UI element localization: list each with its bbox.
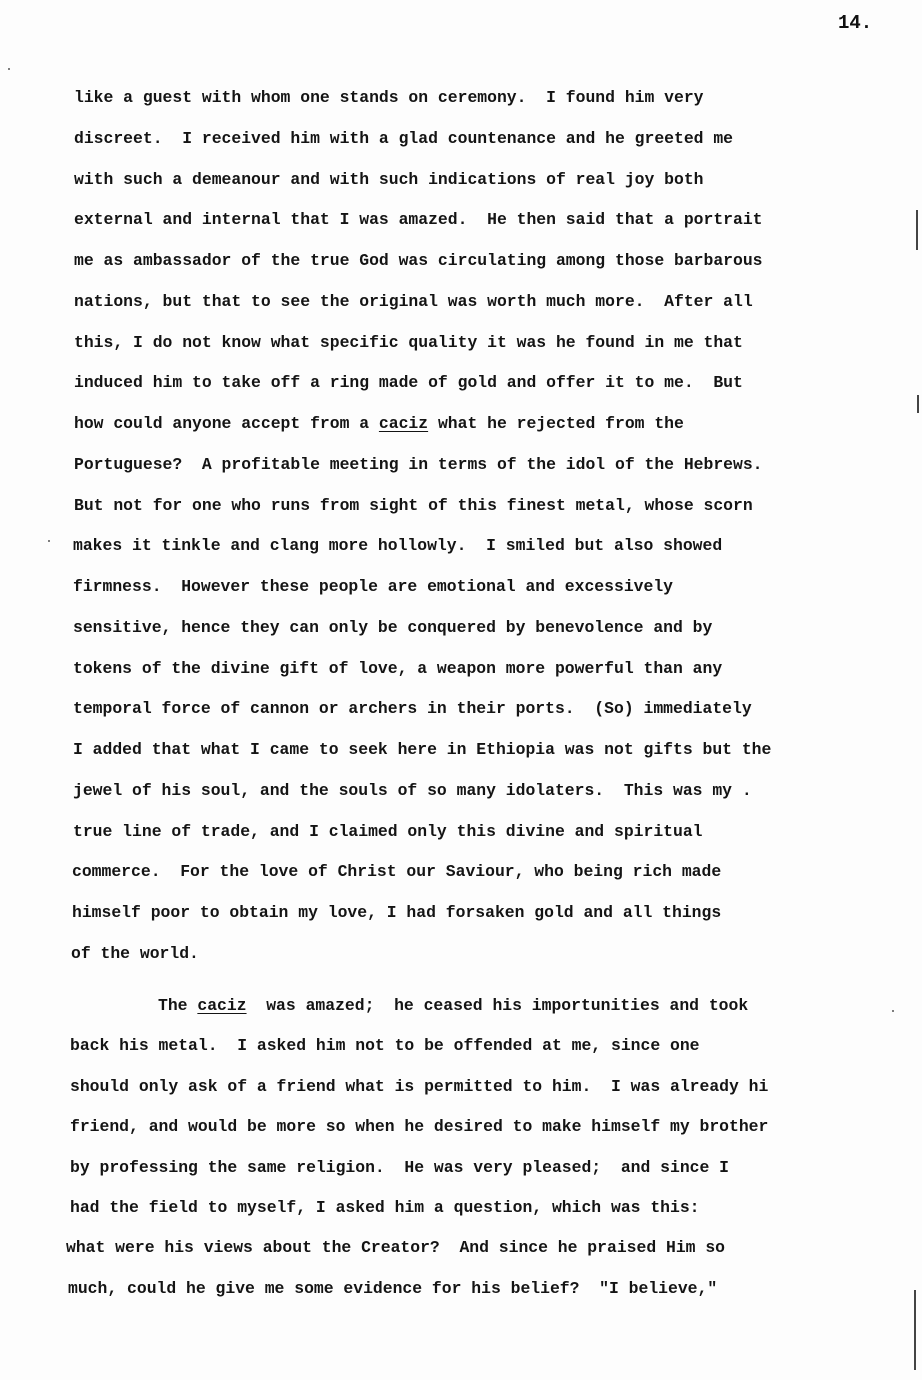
text-line: Portuguese? A profitable meeting in terms of the idol of the Hebrews. (74, 454, 763, 474)
text-line: firmness. However these people are emotional and excessively (73, 577, 673, 596)
text-line: nations, but that to see the original was worth much more. After all (74, 291, 753, 311)
text-line: tokens of the divine gift of love, a weapon more powerful than any (73, 658, 723, 678)
underlined-term: caciz (378, 414, 429, 433)
text-line: external and internal that I was amazed. He then said that a portrait (74, 210, 763, 230)
text-line: me as ambassador of the true God was circulating among those barbarous (74, 251, 763, 270)
text-segment: how could anyone accept from a (74, 414, 379, 433)
scan-speck (892, 1010, 894, 1012)
text-line: sensitive, hence they can only be conquered by benevolence and by (73, 617, 713, 637)
text-line: of the world. (71, 943, 199, 963)
text-line: like a guest with whom one stands on ceremony. I found him very (74, 88, 704, 107)
text-line: much, could he give me some evidence for his belief? "I believe," (68, 1278, 718, 1298)
text-line (158, 996, 748, 1016)
text-segment: The (158, 996, 198, 1015)
text-line: induced him to take off a ring made of gold and offer it to me. But (74, 373, 743, 393)
text-line: by professing the same religion. He was very pleased; and since I (70, 1157, 730, 1177)
text-line: commerce. For the love of Christ our Saviour, who being rich made (72, 862, 722, 882)
text-line (74, 414, 684, 434)
scan-speck (48, 540, 50, 542)
text-line: had the field to myself, I asked him a question, which was this: (70, 1198, 700, 1217)
text-line: true line of trade, and I claimed only this divine and spiritual (73, 821, 703, 841)
text-line: discreet. I received him with a glad countenance and he greeted me (74, 128, 734, 148)
text-line: what were his views about the Creator? And since he praised Him so (66, 1238, 726, 1258)
text-line: with such a demeanour and with such indications of real joy both (74, 169, 704, 189)
page-number: 14. (838, 12, 873, 34)
text-line: temporal force of cannon or archers in their ports. (So) immediately (73, 699, 752, 719)
scan-speck (8, 68, 10, 70)
text-line: should only ask of a friend what is permitted to him. I was already hi (70, 1076, 769, 1096)
text-line: back his metal. I asked him not to be offended at me, since one (70, 1036, 700, 1056)
scan-edge-mark (917, 395, 919, 413)
text-segment: what he rejected from the (428, 414, 684, 433)
text-line: makes it tinkle and clang more hollowly. I smiled but also showed (73, 536, 723, 556)
text-line: I added that what I came to seek here in Ethiopia was not gifts but the (73, 740, 772, 759)
text-line: this, I do not know what specific quality it was he found in me that (74, 332, 743, 352)
text-line: friend, and would be more so when he desired to make himself my brother (70, 1117, 769, 1137)
underlined-term: caciz (197, 996, 247, 1015)
text-line: jewel of his soul, and the souls of so many idolaters. This was my . (73, 780, 752, 800)
text-segment: was amazed; he ceased his importunities and took (246, 996, 749, 1015)
text-line: But not for one who runs from sight of this finest metal, whose scorn (74, 495, 753, 515)
scan-edge-mark (916, 210, 918, 250)
scan-edge-mark (914, 1290, 916, 1370)
text-line: himself poor to obtain my love, I had forsaken gold and all things (72, 903, 722, 922)
